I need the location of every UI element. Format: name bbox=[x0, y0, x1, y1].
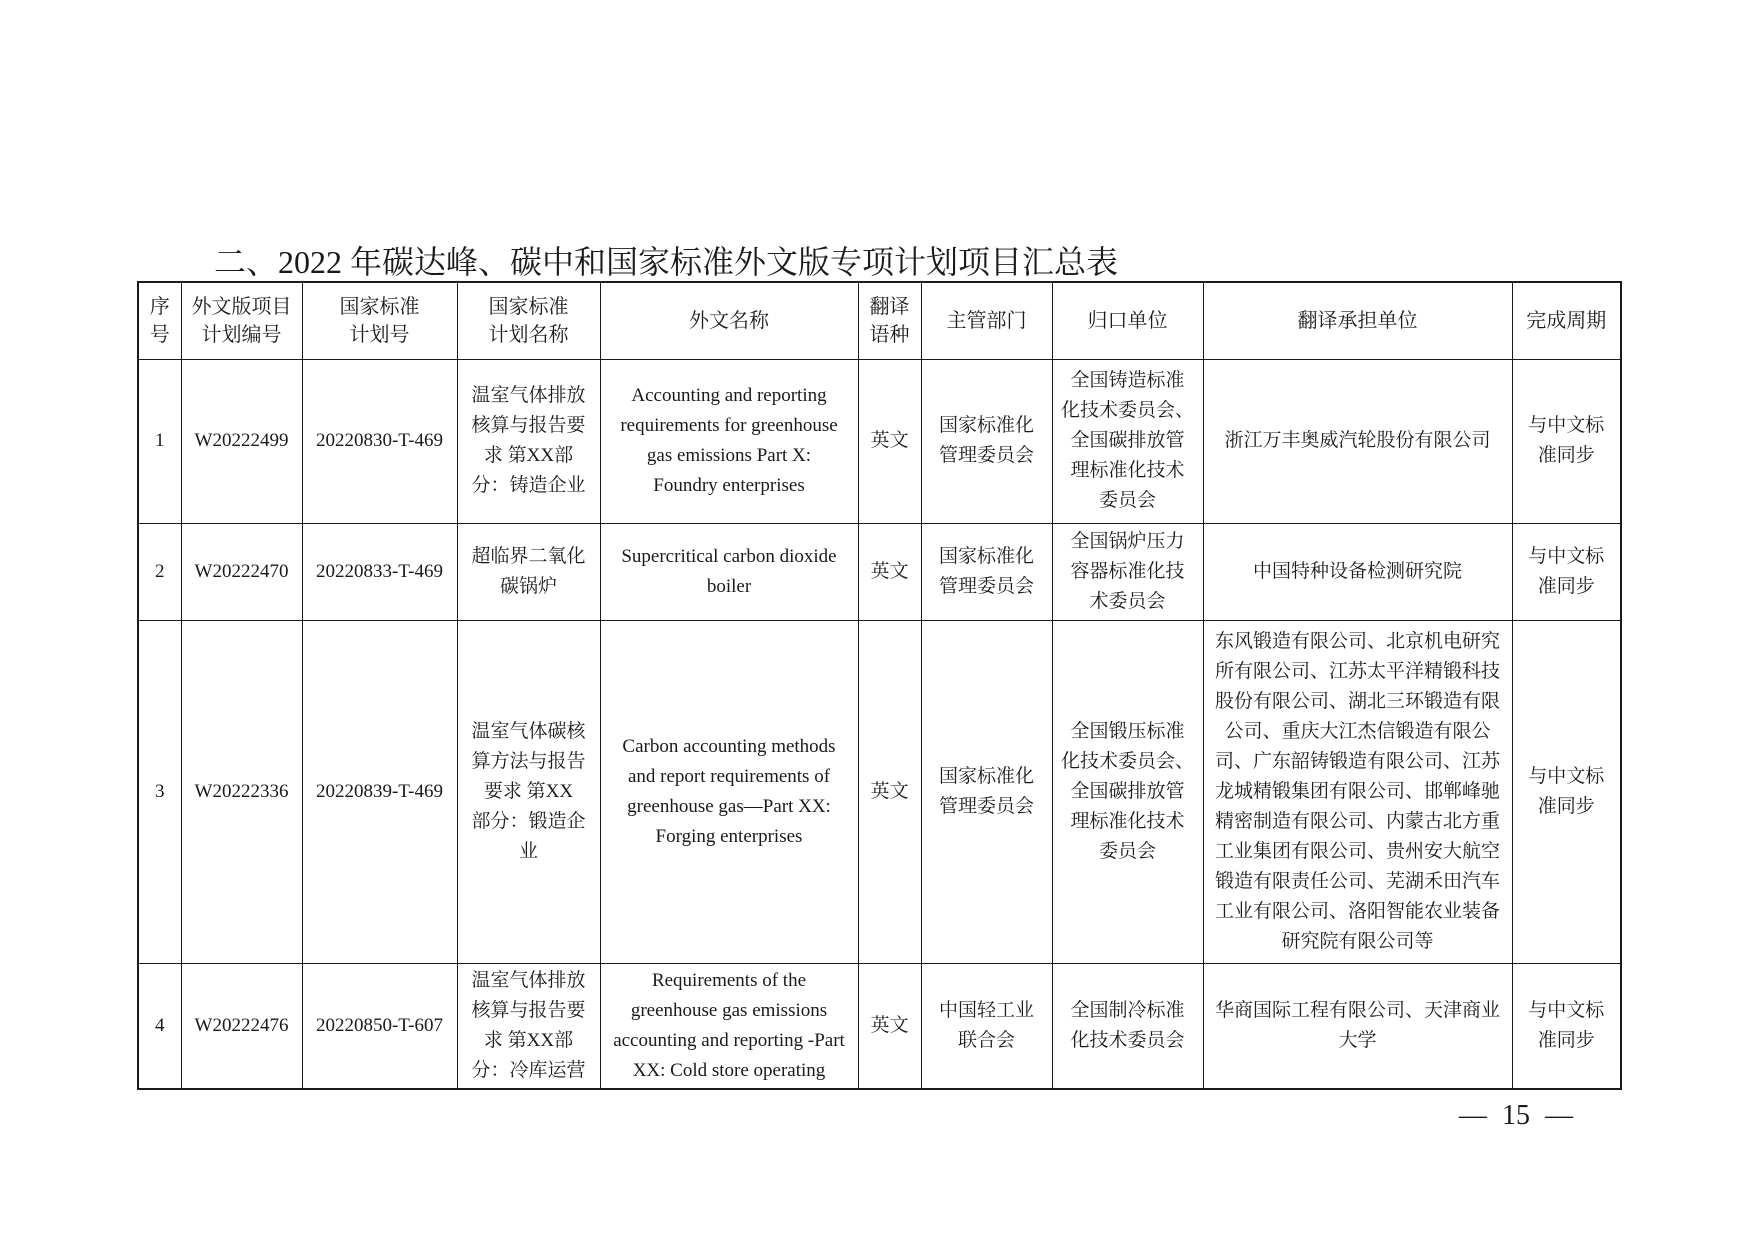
cell-seq bbox=[138, 620, 181, 963]
cell-text-line: Requirements of the bbox=[651, 969, 807, 991]
header-text-line: 国家标准 bbox=[339, 295, 420, 318]
cell-text-line: 求 第XX部 bbox=[483, 445, 574, 466]
cell-foreign-plan-no bbox=[181, 359, 302, 523]
cell-text-line: 核算与报告要 bbox=[471, 415, 586, 436]
cell-text-line: 化技术委员会、 bbox=[1060, 750, 1194, 772]
cell-technical-committee bbox=[1052, 620, 1203, 963]
cell-text-line: 分：铸造企业 bbox=[471, 475, 586, 496]
cell-language bbox=[858, 359, 921, 523]
cell-text-line: 温室气体排放 bbox=[471, 385, 586, 406]
table-row bbox=[138, 359, 1621, 523]
cell-completion-period bbox=[1512, 963, 1621, 1089]
header-text-line: 计划名称 bbox=[488, 323, 569, 346]
cell-national-plan-name bbox=[457, 523, 600, 620]
cell-text-line: 算方法与报告 bbox=[471, 750, 586, 772]
cell-completion-period bbox=[1512, 620, 1621, 963]
table-row bbox=[138, 523, 1621, 620]
cell-text-line: 精密制造有限公司、内蒙古北方重 bbox=[1214, 810, 1500, 832]
cell-text-line: 超临界二氧化 bbox=[471, 545, 586, 567]
table-header-row bbox=[138, 282, 1621, 359]
cell-text-line: 分：冷库运营 bbox=[471, 1059, 586, 1081]
cell-text-line: boiler bbox=[706, 575, 752, 597]
cell-text-line: 全国锅炉压力 bbox=[1070, 530, 1185, 552]
header-text-line: 归口单位 bbox=[1087, 309, 1168, 332]
header-text-line: 翻译承担单位 bbox=[1297, 309, 1418, 332]
cell-text-line: 华商国际工程有限公司、天津商业 bbox=[1214, 999, 1500, 1021]
cell-text-line: 温室气体碳核 bbox=[471, 720, 586, 742]
cell-text-line: 容器标准化技 bbox=[1070, 560, 1185, 582]
cell-national-plan-name bbox=[457, 963, 600, 1089]
header-cell-foreign-name bbox=[600, 282, 858, 359]
cell-competent-department bbox=[921, 963, 1052, 1089]
cell-text-line: Forging enterprises bbox=[655, 825, 803, 847]
cell-text-line: 东风锻造有限公司、北京机电研究 bbox=[1214, 630, 1500, 652]
cell-national-plan-no bbox=[302, 359, 457, 523]
cell-foreign-plan-no bbox=[181, 523, 302, 620]
cell-seq bbox=[138, 523, 181, 620]
cell-text-line: 3 bbox=[155, 780, 165, 802]
header-cell-national-plan-name bbox=[457, 282, 600, 359]
cell-text-line: 委员会 bbox=[1098, 490, 1156, 511]
header-text-line: 国家标准 bbox=[488, 295, 569, 318]
cell-text-line: 管理委员会 bbox=[938, 795, 1034, 817]
cell-text-line: Carbon accounting methods bbox=[622, 735, 836, 757]
cell-text-line: 研究院有限公司等 bbox=[1281, 930, 1434, 952]
cell-text-line: Accounting and reporting bbox=[631, 385, 827, 406]
cell-text-line: W20222470 bbox=[194, 560, 289, 582]
cell-translation-unit bbox=[1203, 963, 1512, 1089]
cell-text-line: 全国碳排放管 bbox=[1070, 430, 1185, 451]
cell-text-line: 化技术委员会 bbox=[1070, 1029, 1185, 1051]
table-body bbox=[138, 359, 1621, 1089]
header-text-line: 语种 bbox=[869, 323, 910, 346]
cell-text-line: 全国碳排放管 bbox=[1070, 780, 1185, 802]
cell-translation-unit bbox=[1203, 523, 1512, 620]
header-cell-translation-unit bbox=[1203, 282, 1512, 359]
cell-text-line: 英文 bbox=[870, 1014, 909, 1036]
cell-text-line: 业 bbox=[518, 840, 538, 862]
header-text-line: 翻译 bbox=[869, 295, 910, 318]
cell-text-line: gas emissions Part X: bbox=[646, 445, 812, 466]
table-row bbox=[138, 620, 1621, 963]
cell-text-line: and report requirements of bbox=[627, 765, 831, 787]
cell-text-line: 理标准化技术 bbox=[1070, 460, 1185, 481]
header-cell-seq bbox=[138, 282, 181, 359]
cell-national-plan-no bbox=[302, 963, 457, 1089]
cell-seq bbox=[138, 963, 181, 1089]
cell-foreign-name bbox=[600, 359, 858, 523]
table-row bbox=[138, 963, 1621, 1089]
cell-national-plan-name bbox=[457, 359, 600, 523]
cell-text-line: 20220833-T-469 bbox=[315, 560, 444, 582]
header-cell-foreign-plan-no bbox=[181, 282, 302, 359]
summary-table bbox=[137, 281, 1622, 1090]
cell-text-line: 理标准化技术 bbox=[1070, 810, 1185, 832]
page-title: 二、2022 年碳达峰、碳中和国家标准外文版专项计划项目汇总表 bbox=[214, 244, 1119, 280]
header-text-line: 外文版项目 bbox=[191, 295, 292, 318]
header-text-line: 计划号 bbox=[349, 323, 410, 346]
cell-text-line: 股份有限公司、湖北三环锻造有限 bbox=[1214, 690, 1500, 712]
header-cell-language bbox=[858, 282, 921, 359]
cell-text-line: 准同步 bbox=[1537, 575, 1595, 597]
header-cell-technical-committee bbox=[1052, 282, 1203, 359]
cell-language bbox=[858, 963, 921, 1089]
cell-text-line: 国家标准化 bbox=[938, 415, 1034, 436]
cell-text-line: 国家标准化 bbox=[938, 765, 1034, 787]
cell-text-line: 温室气体排放 bbox=[471, 969, 586, 991]
cell-language bbox=[858, 523, 921, 620]
cell-text-line: 1 bbox=[155, 430, 165, 451]
cell-text-line: 与中文标 bbox=[1528, 545, 1605, 567]
cell-text-line: W20222499 bbox=[194, 430, 289, 451]
cell-technical-committee bbox=[1052, 359, 1203, 523]
header-text-line: 序 bbox=[149, 295, 170, 318]
cell-text-line: 龙城精锻集团有限公司、邯郸峰驰 bbox=[1214, 780, 1500, 802]
cell-technical-committee bbox=[1052, 523, 1203, 620]
cell-text-line: 部分：锻造企 bbox=[471, 810, 586, 832]
cell-text-line: W20222476 bbox=[194, 1014, 289, 1036]
cell-text-line: accounting and reporting -Part bbox=[613, 1029, 845, 1051]
cell-text-line: 全国锻压标准 bbox=[1070, 720, 1185, 742]
cell-text-line: Supercritical carbon dioxide bbox=[621, 545, 837, 567]
cell-text-line: 所有限公司、江苏太平洋精锻科技 bbox=[1214, 660, 1500, 682]
cell-text-line: 求 第XX部 bbox=[483, 1029, 574, 1051]
cell-text-line: 英文 bbox=[870, 560, 909, 582]
cell-text-line: 英文 bbox=[870, 780, 909, 802]
cell-text-line: 工业集团有限公司、贵州安大航空 bbox=[1214, 840, 1500, 862]
cell-foreign-plan-no bbox=[181, 963, 302, 1089]
cell-text-line: 全国制冷标准 bbox=[1070, 999, 1185, 1021]
cell-text-line: 公司、重庆大江杰信锻造有限公 bbox=[1224, 720, 1491, 742]
cell-text-line: 要求 第XX bbox=[483, 780, 574, 802]
cell-text-line: W20222336 bbox=[194, 780, 289, 802]
cell-competent-department bbox=[921, 620, 1052, 963]
cell-text-line: Foundry enterprises bbox=[653, 475, 805, 496]
cell-text-line: greenhouse gas emissions bbox=[630, 999, 828, 1021]
cell-text-line: 20220839-T-469 bbox=[315, 780, 444, 802]
cell-text-line: 中国轻工业 bbox=[938, 999, 1034, 1021]
cell-text-line: 化技术委员会、 bbox=[1060, 400, 1194, 421]
header-cell-competent-department bbox=[921, 282, 1052, 359]
cell-completion-period bbox=[1512, 359, 1621, 523]
cell-text-line: 国家标准化 bbox=[938, 545, 1034, 567]
header-text-line: 主管部门 bbox=[946, 309, 1027, 332]
cell-national-plan-no bbox=[302, 523, 457, 620]
cell-foreign-name bbox=[600, 523, 858, 620]
header-text-line: 号 bbox=[149, 323, 170, 346]
cell-seq bbox=[138, 359, 181, 523]
cell-competent-department bbox=[921, 523, 1052, 620]
table-header bbox=[138, 282, 1621, 359]
cell-text-line: 4 bbox=[155, 1014, 165, 1036]
cell-text-line: 准同步 bbox=[1537, 445, 1595, 466]
cell-text-line: 准同步 bbox=[1537, 795, 1595, 817]
cell-text-line: 20220850-T-607 bbox=[315, 1014, 444, 1036]
cell-text-line: 20220830-T-469 bbox=[315, 430, 444, 451]
header-cell-completion-period bbox=[1512, 282, 1621, 359]
cell-foreign-plan-no bbox=[181, 620, 302, 963]
cell-text-line: 委员会 bbox=[1098, 840, 1156, 862]
header-cell-national-plan-no bbox=[302, 282, 457, 359]
header-text-line: 完成周期 bbox=[1526, 309, 1607, 332]
cell-text-line: 管理委员会 bbox=[938, 575, 1034, 597]
cell-text-line: requirements for greenhouse bbox=[620, 415, 838, 436]
header-text-line: 计划编号 bbox=[201, 323, 282, 346]
cell-technical-committee bbox=[1052, 963, 1203, 1089]
cell-text-line: 核算与报告要 bbox=[471, 999, 586, 1021]
cell-text-line: 与中文标 bbox=[1528, 765, 1605, 787]
cell-national-plan-name bbox=[457, 620, 600, 963]
cell-text-line: 准同步 bbox=[1537, 1029, 1595, 1051]
cell-foreign-name bbox=[600, 963, 858, 1089]
cell-completion-period bbox=[1512, 523, 1621, 620]
cell-text-line: 联合会 bbox=[957, 1029, 1015, 1051]
cell-text-line: 英文 bbox=[870, 430, 909, 451]
cell-text-line: 浙江万丰奥威汽轮股份有限公司 bbox=[1224, 430, 1491, 451]
cell-text-line: 管理委员会 bbox=[938, 445, 1034, 466]
cell-text-line: 与中文标 bbox=[1528, 415, 1605, 436]
cell-translation-unit bbox=[1203, 359, 1512, 523]
cell-text-line: greenhouse gas—Part XX: bbox=[627, 795, 831, 817]
cell-national-plan-no bbox=[302, 620, 457, 963]
cell-text-line: 司、广东韶铸锻造有限公司、江苏 bbox=[1214, 750, 1500, 772]
cell-competent-department bbox=[921, 359, 1052, 523]
cell-text-line: 中国特种设备检测研究院 bbox=[1252, 560, 1462, 582]
cell-text-line: 2 bbox=[155, 560, 165, 582]
page-number: — 15 — bbox=[1459, 1100, 1573, 1131]
cell-text-line: 锻造有限责任公司、芜湖禾田汽车 bbox=[1214, 870, 1500, 892]
cell-text-line: 全国铸造标准 bbox=[1070, 370, 1185, 391]
cell-translation-unit bbox=[1203, 620, 1512, 963]
cell-text-line: 工业有限公司、洛阳智能农业装备 bbox=[1214, 900, 1500, 922]
cell-foreign-name bbox=[600, 620, 858, 963]
cell-text-line: 碳锅炉 bbox=[499, 575, 557, 597]
cell-text-line: XX: Cold store operating bbox=[632, 1059, 826, 1081]
cell-text-line: 与中文标 bbox=[1528, 999, 1605, 1021]
header-text-line: 外文名称 bbox=[689, 309, 769, 332]
cell-language bbox=[858, 620, 921, 963]
cell-text-line: 术委员会 bbox=[1089, 590, 1166, 612]
cell-text-line: 大学 bbox=[1338, 1029, 1377, 1051]
